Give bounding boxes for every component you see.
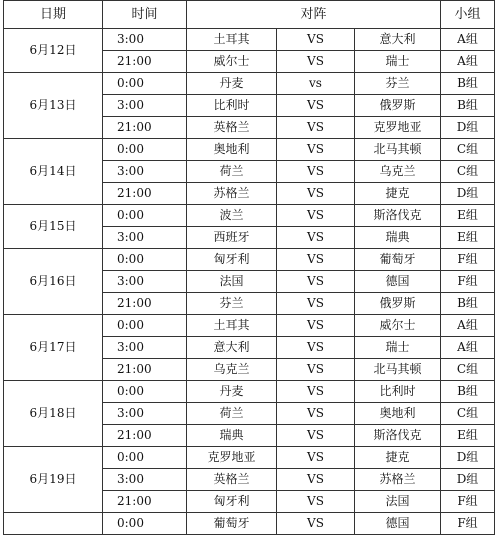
home-team: 苏格兰 — [187, 183, 277, 205]
table-body — [4, 29, 495, 535]
vs-label: VS — [277, 51, 355, 73]
match-time: 0:00 — [103, 513, 187, 535]
group-label: F组 — [441, 271, 495, 293]
home-team: 荷兰 — [187, 161, 277, 183]
home-team: 匈牙利 — [187, 491, 277, 513]
away-team: 北马其顿 — [355, 139, 441, 161]
vs-label: VS — [277, 513, 355, 535]
group-label: B组 — [441, 381, 495, 403]
away-team: 意大利 — [355, 29, 441, 51]
match-time: 21:00 — [103, 491, 187, 513]
vs-label: VS — [277, 359, 355, 381]
match-time: 3:00 — [103, 337, 187, 359]
vs-label: VS — [277, 381, 355, 403]
vs-label: VS — [277, 293, 355, 315]
away-team: 比利时 — [355, 381, 441, 403]
group-label: F组 — [441, 491, 495, 513]
group-label: F组 — [441, 249, 495, 271]
home-team: 土耳其 — [187, 29, 277, 51]
home-team: 威尔士 — [187, 51, 277, 73]
group-label: A组 — [441, 51, 495, 73]
group-label: D组 — [441, 183, 495, 205]
match-time: 3:00 — [103, 29, 187, 51]
vs-label: VS — [277, 249, 355, 271]
group-label: D组 — [441, 469, 495, 491]
home-team: 乌克兰 — [187, 359, 277, 381]
home-team: 葡萄牙 — [187, 513, 277, 535]
table-row — [4, 249, 495, 271]
away-team: 奥地利 — [355, 403, 441, 425]
header-date: 日期 — [4, 1, 103, 29]
home-team: 英格兰 — [187, 469, 277, 491]
vs-label: vs — [277, 73, 355, 95]
home-team: 克罗地亚 — [187, 447, 277, 469]
match-time: 21:00 — [103, 293, 187, 315]
away-team: 俄罗斯 — [355, 293, 441, 315]
date-cell: 6月17日 — [4, 315, 103, 381]
vs-label: VS — [277, 117, 355, 139]
group-label: E组 — [441, 425, 495, 447]
group-label: D组 — [441, 117, 495, 139]
match-time: 21:00 — [103, 425, 187, 447]
header-row — [4, 1, 495, 29]
match-time: 21:00 — [103, 51, 187, 73]
match-time: 0:00 — [103, 205, 187, 227]
vs-label: VS — [277, 315, 355, 337]
table-row — [4, 205, 495, 227]
match-time: 3:00 — [103, 95, 187, 117]
home-team: 丹麦 — [187, 381, 277, 403]
away-team: 捷克 — [355, 447, 441, 469]
match-time: 3:00 — [103, 271, 187, 293]
table-header — [4, 1, 495, 29]
away-team: 捷克 — [355, 183, 441, 205]
vs-label: VS — [277, 95, 355, 117]
home-team: 比利时 — [187, 95, 277, 117]
away-team: 北马其顿 — [355, 359, 441, 381]
group-label: C组 — [441, 161, 495, 183]
away-team: 斯洛伐克 — [355, 425, 441, 447]
table-row — [4, 447, 495, 469]
away-team: 德国 — [355, 513, 441, 535]
home-team: 英格兰 — [187, 117, 277, 139]
header-time: 时间 — [103, 1, 187, 29]
match-time: 21:00 — [103, 183, 187, 205]
away-team: 斯洛伐克 — [355, 205, 441, 227]
home-team: 波兰 — [187, 205, 277, 227]
match-time: 21:00 — [103, 117, 187, 139]
date-cell: 6月13日 — [4, 73, 103, 139]
away-team: 苏格兰 — [355, 469, 441, 491]
group-label: E组 — [441, 227, 495, 249]
group-label: B组 — [441, 73, 495, 95]
match-schedule-table — [3, 0, 495, 535]
away-team: 德国 — [355, 271, 441, 293]
table-row — [4, 29, 495, 51]
match-time: 21:00 — [103, 359, 187, 381]
match-time: 0:00 — [103, 381, 187, 403]
match-time: 3:00 — [103, 469, 187, 491]
match-time: 0:00 — [103, 139, 187, 161]
away-team: 瑞士 — [355, 337, 441, 359]
date-cell: 6月18日 — [4, 381, 103, 447]
group-label: A组 — [441, 29, 495, 51]
vs-label: VS — [277, 403, 355, 425]
vs-label: VS — [277, 139, 355, 161]
home-team: 匈牙利 — [187, 249, 277, 271]
match-time: 0:00 — [103, 447, 187, 469]
vs-label: VS — [277, 425, 355, 447]
group-label: B组 — [441, 293, 495, 315]
date-cell: 6月19日 — [4, 447, 103, 513]
away-team: 俄罗斯 — [355, 95, 441, 117]
table-row — [4, 139, 495, 161]
home-team: 芬兰 — [187, 293, 277, 315]
match-time: 0:00 — [103, 249, 187, 271]
vs-label: VS — [277, 447, 355, 469]
group-label: A组 — [441, 315, 495, 337]
vs-label: VS — [277, 205, 355, 227]
home-team: 瑞典 — [187, 425, 277, 447]
vs-label: VS — [277, 29, 355, 51]
home-team: 土耳其 — [187, 315, 277, 337]
home-team: 荷兰 — [187, 403, 277, 425]
table-row — [4, 381, 495, 403]
table-row — [4, 315, 495, 337]
table-row — [4, 73, 495, 95]
away-team: 克罗地亚 — [355, 117, 441, 139]
away-team: 芬兰 — [355, 73, 441, 95]
match-time: 3:00 — [103, 227, 187, 249]
away-team: 葡萄牙 — [355, 249, 441, 271]
match-time: 3:00 — [103, 403, 187, 425]
header-matchup: 对阵 — [187, 1, 441, 29]
group-label: C组 — [441, 359, 495, 381]
vs-label: VS — [277, 161, 355, 183]
group-label: A组 — [441, 337, 495, 359]
date-cell: 6月12日 — [4, 29, 103, 73]
home-team: 丹麦 — [187, 73, 277, 95]
header-group: 小组 — [441, 1, 495, 29]
away-team: 瑞士 — [355, 51, 441, 73]
group-label: D组 — [441, 447, 495, 469]
match-time: 3:00 — [103, 161, 187, 183]
vs-label: VS — [277, 337, 355, 359]
home-team: 意大利 — [187, 337, 277, 359]
date-cell: 6月14日 — [4, 139, 103, 205]
group-label: E组 — [441, 205, 495, 227]
vs-label: VS — [277, 271, 355, 293]
date-cell: 6月15日 — [4, 205, 103, 249]
match-time: 0:00 — [103, 315, 187, 337]
date-cell — [4, 513, 103, 535]
away-team: 法国 — [355, 491, 441, 513]
away-team: 瑞典 — [355, 227, 441, 249]
home-team: 奥地利 — [187, 139, 277, 161]
vs-label: VS — [277, 183, 355, 205]
home-team: 西班牙 — [187, 227, 277, 249]
match-time: 0:00 — [103, 73, 187, 95]
home-team: 法国 — [187, 271, 277, 293]
table-row — [4, 513, 495, 535]
date-cell: 6月16日 — [4, 249, 103, 315]
vs-label: VS — [277, 469, 355, 491]
group-label: C组 — [441, 139, 495, 161]
away-team: 威尔士 — [355, 315, 441, 337]
vs-label: VS — [277, 227, 355, 249]
away-team: 乌克兰 — [355, 161, 441, 183]
group-label: B组 — [441, 95, 495, 117]
vs-label: VS — [277, 491, 355, 513]
group-label: C组 — [441, 403, 495, 425]
group-label: F组 — [441, 513, 495, 535]
